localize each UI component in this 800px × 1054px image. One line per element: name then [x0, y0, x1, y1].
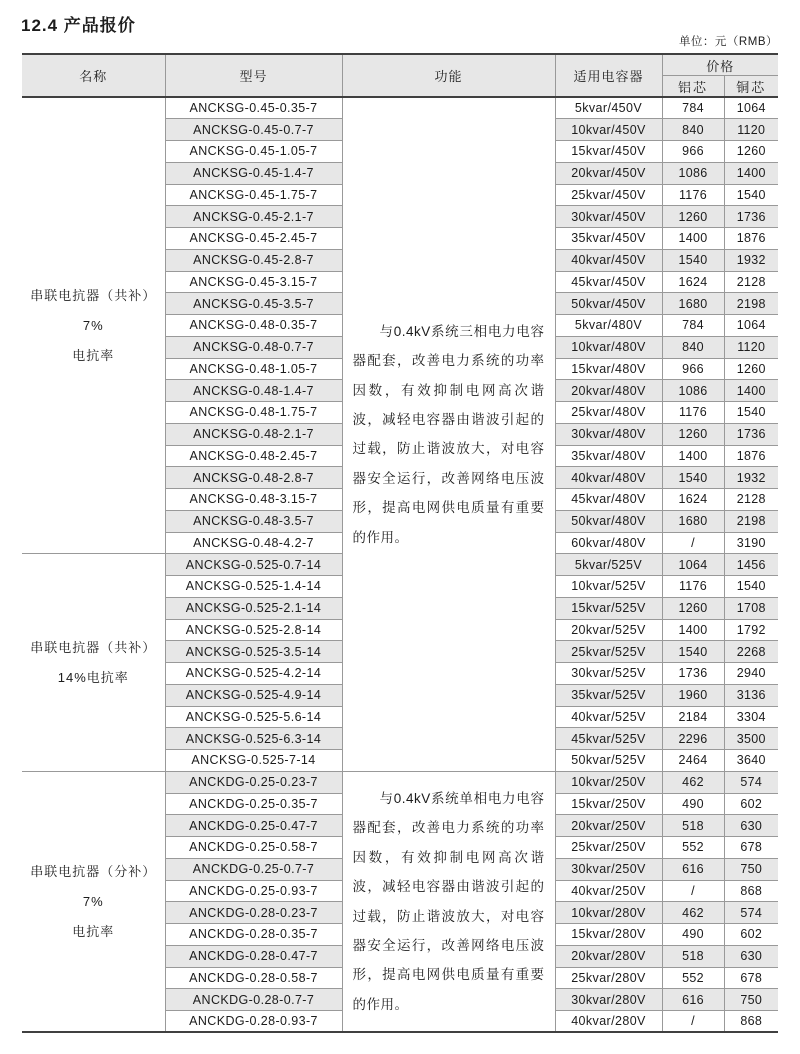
price-copper-cell: 1120: [724, 336, 778, 358]
model-cell: ANCKSG-0.525-2.1-14: [165, 597, 342, 619]
price-copper-cell: 3500: [724, 728, 778, 750]
model-cell: ANCKSG-0.525-5.6-14: [165, 706, 342, 728]
price-aluminum-cell: 840: [662, 119, 724, 141]
price-copper-cell: 1064: [724, 97, 778, 119]
price-aluminum-cell: 784: [662, 315, 724, 337]
model-cell: ANCKSG-0.45-1.05-7: [165, 141, 342, 163]
price-copper-cell: 1260: [724, 141, 778, 163]
price-aluminum-cell: 1176: [662, 576, 724, 598]
model-cell: ANCKDG-0.25-0.93-7: [165, 880, 342, 902]
price-aluminum-cell: 518: [662, 945, 724, 967]
capacitor-cell: 20kvar/525V: [555, 619, 662, 641]
model-cell: ANCKSG-0.48-0.7-7: [165, 336, 342, 358]
price-copper-cell: 2198: [724, 510, 778, 532]
capacitor-cell: 10kvar/450V: [555, 119, 662, 141]
model-cell: ANCKSG-0.525-4.9-14: [165, 684, 342, 706]
capacitor-cell: 40kvar/280V: [555, 1011, 662, 1033]
capacitor-cell: 5kvar/450V: [555, 97, 662, 119]
capacitor-cell: 15kvar/280V: [555, 924, 662, 946]
header-copper-core: 铜芯: [724, 76, 778, 98]
price-aluminum-cell: 552: [662, 837, 724, 859]
model-cell: ANCKSG-0.48-4.2-7: [165, 532, 342, 554]
price-copper-cell: 2128: [724, 489, 778, 511]
model-cell: ANCKDG-0.28-0.35-7: [165, 924, 342, 946]
table-row: [22, 771, 778, 793]
price-aluminum-cell: 2296: [662, 728, 724, 750]
model-cell: ANCKSG-0.45-1.4-7: [165, 162, 342, 184]
model-cell: ANCKSG-0.45-2.45-7: [165, 228, 342, 250]
price-aluminum-cell: 462: [662, 902, 724, 924]
price-copper-cell: 1792: [724, 619, 778, 641]
product-price-table: [22, 53, 778, 1033]
model-cell: ANCKDG-0.28-0.47-7: [165, 945, 342, 967]
price-copper-cell: 1540: [724, 576, 778, 598]
capacitor-cell: 10kvar/250V: [555, 771, 662, 793]
price-aluminum-cell: 1260: [662, 597, 724, 619]
price-aluminum-cell: 1624: [662, 489, 724, 511]
price-aluminum-cell: 966: [662, 141, 724, 163]
capacitor-cell: 25kvar/250V: [555, 837, 662, 859]
price-copper-cell: 2268: [724, 641, 778, 663]
capacitor-cell: 45kvar/480V: [555, 489, 662, 511]
price-aluminum-cell: 1064: [662, 554, 724, 576]
capacitor-cell: 40kvar/250V: [555, 880, 662, 902]
model-cell: ANCKDG-0.25-0.23-7: [165, 771, 342, 793]
price-copper-cell: 1400: [724, 162, 778, 184]
capacitor-cell: 30kvar/480V: [555, 423, 662, 445]
price-aluminum-cell: 490: [662, 793, 724, 815]
capacitor-cell: 25kvar/480V: [555, 402, 662, 424]
product-name-line: 串联电抗器（共补）: [30, 639, 157, 655]
model-cell: ANCKSG-0.525-1.4-14: [165, 576, 342, 598]
price-aluminum-cell: 1176: [662, 402, 724, 424]
capacitor-cell: 30kvar/250V: [555, 858, 662, 880]
price-copper-cell: 3640: [724, 750, 778, 772]
model-cell: ANCKSG-0.48-0.35-7: [165, 315, 342, 337]
model-cell: ANCKDG-0.28-0.23-7: [165, 902, 342, 924]
model-cell: ANCKSG-0.45-1.75-7: [165, 184, 342, 206]
model-cell: ANCKSG-0.525-2.8-14: [165, 619, 342, 641]
capacitor-cell: 15kvar/250V: [555, 793, 662, 815]
price-aluminum-cell: 490: [662, 924, 724, 946]
model-cell: ANCKSG-0.525-6.3-14: [165, 728, 342, 750]
price-aluminum-cell: /: [662, 1011, 724, 1033]
price-aluminum-cell: 1540: [662, 467, 724, 489]
price-aluminum-cell: 840: [662, 336, 724, 358]
capacitor-cell: 20kvar/250V: [555, 815, 662, 837]
price-copper-cell: 574: [724, 902, 778, 924]
model-cell: ANCKSG-0.48-3.5-7: [165, 510, 342, 532]
price-copper-cell: 1932: [724, 249, 778, 271]
model-cell: ANCKSG-0.45-3.5-7: [165, 293, 342, 315]
price-aluminum-cell: 966: [662, 358, 724, 380]
model-cell: ANCKSG-0.45-2.1-7: [165, 206, 342, 228]
price-copper-cell: 1540: [724, 184, 778, 206]
price-copper-cell: 1120: [724, 119, 778, 141]
price-aluminum-cell: 462: [662, 771, 724, 793]
price-aluminum-cell: 1680: [662, 293, 724, 315]
price-aluminum-cell: 1400: [662, 445, 724, 467]
header-function: 功能: [342, 54, 555, 97]
price-copper-cell: 750: [724, 858, 778, 880]
capacitor-cell: 25kvar/280V: [555, 967, 662, 989]
model-cell: ANCKDG-0.25-0.47-7: [165, 815, 342, 837]
capacitor-cell: 20kvar/280V: [555, 945, 662, 967]
capacitor-cell: 40kvar/480V: [555, 467, 662, 489]
product-name-line: 串联电抗器（分补）7%: [30, 863, 157, 909]
price-aluminum-cell: 1624: [662, 271, 724, 293]
header-capacitor: 适用电容器: [555, 54, 662, 97]
price-copper-cell: 1736: [724, 423, 778, 445]
price-copper-cell: 3304: [724, 706, 778, 728]
price-aluminum-cell: 1400: [662, 619, 724, 641]
price-aluminum-cell: 1960: [662, 684, 724, 706]
model-cell: ANCKSG-0.48-2.8-7: [165, 467, 342, 489]
function-description-cell: [342, 97, 555, 771]
unit-note: 单位：元（RMB）: [678, 36, 778, 48]
price-copper-cell: 2128: [724, 271, 778, 293]
capacitor-cell: 50kvar/450V: [555, 293, 662, 315]
price-aluminum-cell: 1260: [662, 423, 724, 445]
price-aluminum-cell: 2184: [662, 706, 724, 728]
model-cell: ANCKSG-0.45-0.35-7: [165, 97, 342, 119]
price-copper-cell: 1400: [724, 380, 778, 402]
price-copper-cell: 1876: [724, 228, 778, 250]
model-cell: ANCKSG-0.45-2.8-7: [165, 249, 342, 271]
price-aluminum-cell: 2464: [662, 750, 724, 772]
price-aluminum-cell: 616: [662, 989, 724, 1011]
capacitor-cell: 5kvar/525V: [555, 554, 662, 576]
model-cell: ANCKSG-0.48-1.05-7: [165, 358, 342, 380]
price-copper-cell: 1932: [724, 467, 778, 489]
price-copper-cell: 3190: [724, 532, 778, 554]
capacitor-cell: 15kvar/525V: [555, 597, 662, 619]
price-copper-cell: 602: [724, 793, 778, 815]
capacitor-cell: 25kvar/525V: [555, 641, 662, 663]
product-name-line: 串联电抗器（共补）7%: [30, 287, 157, 333]
capacitor-cell: 15kvar/450V: [555, 141, 662, 163]
capacitor-cell: 15kvar/480V: [555, 358, 662, 380]
function-description-text: 与0.4kV系统单相电力电容器配套，改善电力系统的功率因数，有效抑制电网高次谐波，减轻电容器由谐波引起的过载，防止谐波放大，对电容器安全运行，改善网络电压波形，提高电网供电质量有重要的作用。: [352, 790, 545, 1012]
capacitor-cell: 10kvar/280V: [555, 902, 662, 924]
model-cell: ANCKSG-0.48-3.15-7: [165, 489, 342, 511]
price-copper-cell: 1260: [724, 358, 778, 380]
price-copper-cell: 868: [724, 1011, 778, 1033]
header-name: 名称: [22, 54, 165, 97]
header-model: 型号: [165, 54, 342, 97]
capacitor-cell: 45kvar/525V: [555, 728, 662, 750]
price-copper-cell: 2940: [724, 663, 778, 685]
header-aluminum-core: 铝芯: [662, 76, 724, 98]
price-aluminum-cell: 616: [662, 858, 724, 880]
function-description-cell: [342, 771, 555, 1032]
price-aluminum-cell: /: [662, 532, 724, 554]
price-copper-cell: 630: [724, 945, 778, 967]
price-copper-cell: 1708: [724, 597, 778, 619]
price-copper-cell: 602: [724, 924, 778, 946]
capacitor-cell: 50kvar/480V: [555, 510, 662, 532]
model-cell: ANCKDG-0.28-0.93-7: [165, 1011, 342, 1033]
product-name-line: 电抗率: [72, 347, 115, 363]
price-copper-cell: 1736: [724, 206, 778, 228]
capacitor-cell: 30kvar/525V: [555, 663, 662, 685]
model-cell: ANCKDG-0.28-0.7-7: [165, 989, 342, 1011]
page-title: 12.4 产品报价: [21, 16, 136, 35]
capacitor-cell: 40kvar/525V: [555, 706, 662, 728]
model-cell: ANCKSG-0.525-4.2-14: [165, 663, 342, 685]
price-aluminum-cell: 552: [662, 967, 724, 989]
function-description-text: 与0.4kV系统三相电力电容器配套，改善电力系统的功率因数，有效抑制电网高次谐波，减轻电容器由谐波引起的过载，防止谐波放大，对电容器安全运行，改善网络电压波形，提高电网供电质量有重要的作用。: [352, 323, 545, 545]
capacitor-cell: 50kvar/525V: [555, 750, 662, 772]
product-name-cell: [22, 97, 165, 554]
model-cell: ANCKSG-0.45-3.15-7: [165, 271, 342, 293]
capacitor-cell: 30kvar/450V: [555, 206, 662, 228]
capacitor-cell: 60kvar/480V: [555, 532, 662, 554]
capacitor-cell: 40kvar/450V: [555, 249, 662, 271]
capacitor-cell: 35kvar/450V: [555, 228, 662, 250]
model-cell: ANCKDG-0.28-0.58-7: [165, 967, 342, 989]
price-aluminum-cell: 1736: [662, 663, 724, 685]
capacitor-cell: 20kvar/450V: [555, 162, 662, 184]
price-copper-cell: 1876: [724, 445, 778, 467]
product-name-line: 电抗率: [72, 923, 115, 939]
capacitor-cell: 10kvar/525V: [555, 576, 662, 598]
price-aluminum-cell: 1400: [662, 228, 724, 250]
product-name-line: 14%电抗率: [57, 669, 129, 685]
table-header: [22, 54, 778, 97]
capacitor-cell: 30kvar/280V: [555, 989, 662, 1011]
model-cell: ANCKSG-0.48-1.4-7: [165, 380, 342, 402]
capacitor-cell: 25kvar/450V: [555, 184, 662, 206]
model-cell: ANCKDG-0.25-0.58-7: [165, 837, 342, 859]
model-cell: ANCKSG-0.525-3.5-14: [165, 641, 342, 663]
model-cell: ANCKDG-0.25-0.7-7: [165, 858, 342, 880]
price-copper-cell: 750: [724, 989, 778, 1011]
price-copper-cell: 1064: [724, 315, 778, 337]
price-copper-cell: 678: [724, 837, 778, 859]
price-copper-cell: 868: [724, 880, 778, 902]
price-aluminum-cell: 1260: [662, 206, 724, 228]
price-copper-cell: 2198: [724, 293, 778, 315]
capacitor-cell: 35kvar/480V: [555, 445, 662, 467]
capacitor-cell: 10kvar/480V: [555, 336, 662, 358]
price-copper-cell: 630: [724, 815, 778, 837]
price-aluminum-cell: 1176: [662, 184, 724, 206]
price-aluminum-cell: 1680: [662, 510, 724, 532]
model-cell: ANCKSG-0.525-0.7-14: [165, 554, 342, 576]
price-copper-cell: 574: [724, 771, 778, 793]
model-cell: ANCKSG-0.45-0.7-7: [165, 119, 342, 141]
price-aluminum-cell: 784: [662, 97, 724, 119]
capacitor-cell: 5kvar/480V: [555, 315, 662, 337]
model-cell: ANCKSG-0.48-2.1-7: [165, 423, 342, 445]
model-cell: ANCKSG-0.525-7-14: [165, 750, 342, 772]
price-aluminum-cell: 1540: [662, 249, 724, 271]
table-row: [22, 97, 778, 119]
model-cell: ANCKDG-0.25-0.35-7: [165, 793, 342, 815]
product-name-cell: [22, 771, 165, 1032]
price-copper-cell: 3136: [724, 684, 778, 706]
header-price: 价格: [662, 54, 778, 76]
price-aluminum-cell: 518: [662, 815, 724, 837]
table-body: [22, 97, 778, 1032]
capacitor-cell: 20kvar/480V: [555, 380, 662, 402]
price-aluminum-cell: 1540: [662, 641, 724, 663]
product-name-cell: [22, 554, 165, 772]
price-aluminum-cell: 1086: [662, 380, 724, 402]
model-cell: ANCKSG-0.48-1.75-7: [165, 402, 342, 424]
capacitor-cell: 45kvar/450V: [555, 271, 662, 293]
capacitor-cell: 35kvar/525V: [555, 684, 662, 706]
price-copper-cell: 1540: [724, 402, 778, 424]
price-aluminum-cell: 1086: [662, 162, 724, 184]
price-copper-cell: 678: [724, 967, 778, 989]
price-aluminum-cell: /: [662, 880, 724, 902]
model-cell: ANCKSG-0.48-2.45-7: [165, 445, 342, 467]
price-copper-cell: 1456: [724, 554, 778, 576]
